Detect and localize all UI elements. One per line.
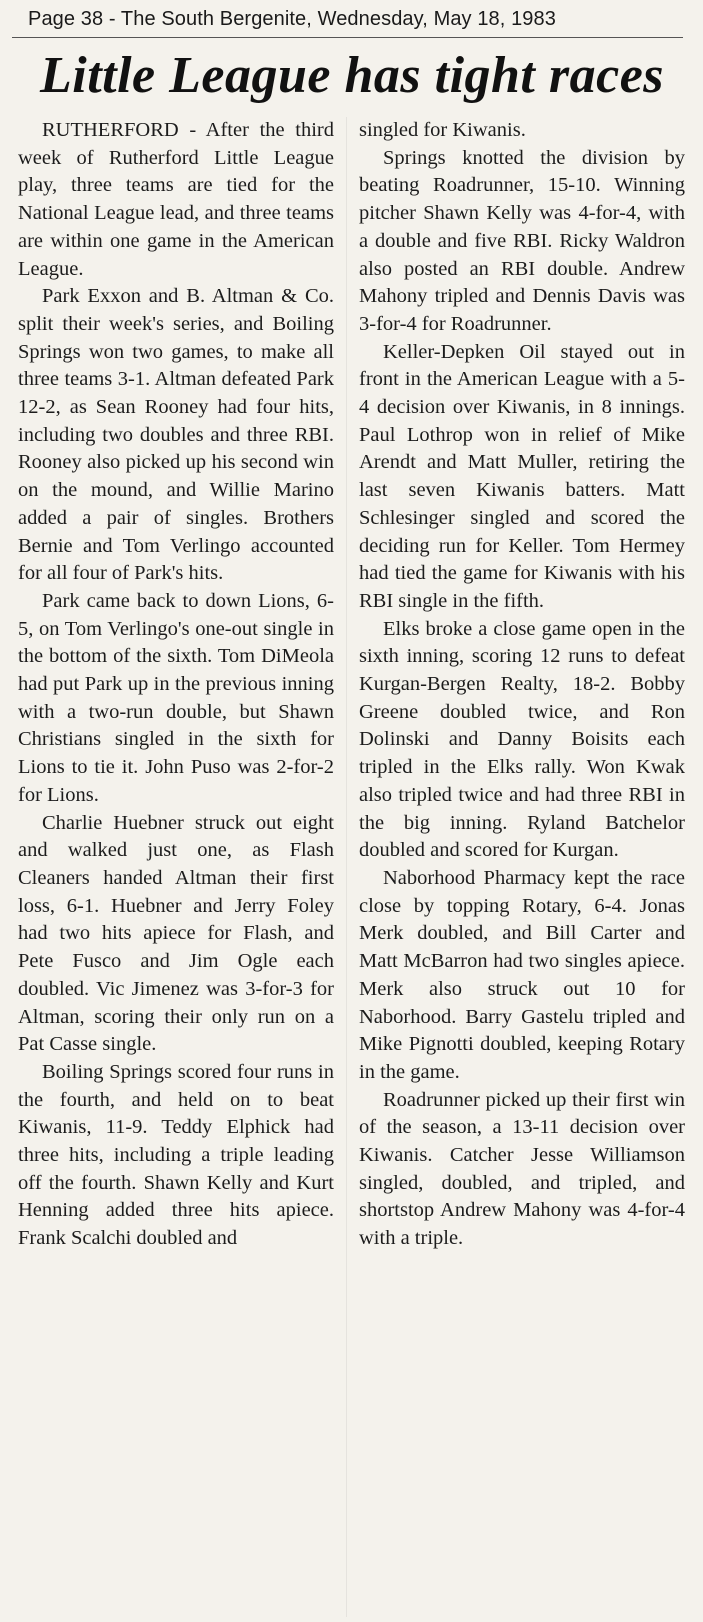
- article-paragraph: RUTHERFORD - After the third week of Rutherford Little League play, three teams are tied for the National League lead, and three teams are within one game in the American League.: [18, 119, 334, 280]
- article-column-left: [18, 117, 334, 1253]
- article-paragraph: Keller-Depken Oil stayed out in front in the American League with a 5-4 decision over Kiwanis, in 8 innings. Paul Lothrop won in relief of Mike Arendt and Matt Muller, retiring the last seven Kiwanis batters. Matt Schlesinger singled and scored the deciding run for Keller. Tom Hermey had tied the game for Kiwanis with his RBI single in the fifth.: [359, 340, 685, 612]
- article-paragraph: Charlie Huebner struck out eight and walked just one, as Flash Cleaners handed Altman their first loss, 6-1. Huebner and Jerry Foley had two hits apiece for Flash, and Pete Fusco and Jim Ogle each doubled. Vic Jimenez was 3-for-3 for Altman, scoring their only run on a Pat Casse single.: [18, 811, 334, 1056]
- headline: Little League has tight races: [39, 47, 665, 104]
- article-paragraph: Springs knotted the division by beating Roadrunner, 15-10. Winning pitcher Shawn Kelly was 4-for-4, with a double and five RBI. Ricky Waldron also posted an RBI double. Andrew Mahony tripled and Dennis Davis was 3-for-4 for Roadrunner.: [359, 146, 685, 335]
- article-paragraph-continuation: singled for Kiwanis.: [359, 119, 526, 141]
- page-folio: Page 38 - The South Bergenite, Wednesday, May 18, 1983: [28, 8, 556, 30]
- article-paragraph: Naborhood Pharmacy kept the race close by topping Rotary, 6-4. Jonas Merk doubled, and Bill Carter and Matt McBarron had two singles apiece. Merk also struck out 10 for Naborhood. Barry Gastelu tripled and Mike Pignotti doubled, keeping Rotary in the game.: [359, 866, 685, 1083]
- article-paragraph: Park Exxon and B. Altman & Co. split their week's series, and Boiling Springs won two games, to make all three teams 3-1. Altman defeated Park 12-2, as Sean Rooney had four hits, including two doubles and three RBI. Rooney also picked up his second win on the mound, and Willie Marino added a pair of singles. Brothers Bernie and Tom Verlingo accounted for all four of Park's hits.: [18, 285, 334, 585]
- article-paragraph: Roadrunner picked up their first win of the season, a 13-11 decision over Kiwanis. Catcher Jesse Williamson singled, doubled, and tripled, and shortstop Andrew Mahony was 4-for-4 with a triple.: [359, 1088, 685, 1250]
- folio-rule: [12, 37, 683, 38]
- article-paragraph: Elks broke a close game open in the sixth inning, scoring 12 runs to defeat Kurgan-Bergen Realty, 18-2. Bobby Greene doubled twice, and Ron Dolinski and Danny Boisits each tripled in the Elks rally. Won Kwak also tripled twice and had three RBI in the big inning. Ryland Batchelor doubled and scored for Kurgan.: [359, 617, 685, 862]
- article-column-right: [359, 117, 685, 1253]
- article-paragraph: Park came back to down Lions, 6-5, on Tom Verlingo's one-out single in the bottom of the sixth. Tom DiMeola had put Park up in the previous inning with a two-run double, but Shawn Christians singled in the sixth for Lions to tie it. John Puso was 2-for-2 for Lions.: [18, 589, 334, 806]
- column-gutter: [346, 117, 347, 1617]
- article-paragraph: Boiling Springs scored four runs in the fourth, and held on to beat Kiwanis, 11-9. Teddy Elphick had three hits, including a triple leading off the fourth. Shawn Kelly and Kurt Henning added three hits apiece. Frank Scalchi doubled and: [18, 1060, 334, 1250]
